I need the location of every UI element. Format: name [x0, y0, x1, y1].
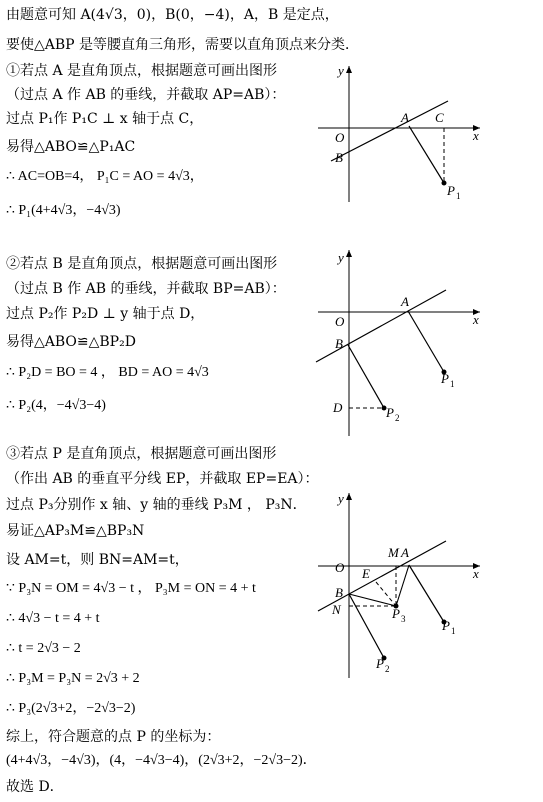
case2-line-6: ∴ P₂(4，−4√3−4) — [6, 398, 106, 413]
case3-line-5: 设 AM=t，则 BN=AM=t， — [6, 552, 189, 568]
case1-line-1: ①若点 A 是直角顶点，根据题意可画出图形 — [6, 63, 278, 79]
case1-line-3: 过点 P₁作 P₁C ⊥ x 轴于点 C， — [6, 111, 204, 127]
case2-line-4: 易得△ABO≌△BP₂D — [6, 334, 136, 350]
case2-x-label: x — [473, 312, 479, 327]
case3-line-4: 易证△AP₃M≌△BP₃N — [6, 523, 145, 539]
case2-a-label: A — [401, 294, 409, 309]
case3-line-1: ③若点 P 是直角顶点，根据题意可画出图形 — [6, 446, 277, 462]
case1-p-label: P — [447, 183, 455, 198]
case1-line-5: ∴ AC=OB=4， P₁C = AO = 4√3， — [6, 169, 204, 184]
intro-line-1: 由题意可知 A(4√3，0)，B(0，−4)，A，B 是定点， — [6, 7, 339, 23]
case3-p3-label: P — [392, 606, 400, 621]
case2-p1-subscript: 1 — [450, 379, 455, 389]
case1-p-subscript: 1 — [456, 191, 461, 201]
case1-x-label: x — [473, 128, 479, 143]
case3-o-label: O — [335, 560, 345, 575]
case1-c-label: C — [435, 110, 444, 125]
intro-line-2: 要使△ABP 是等腰直角三角形，需要以直角顶点来分类． — [6, 37, 360, 53]
case1-b-label: B — [335, 150, 343, 165]
case2-line-1: ②若点 B 是直角顶点，根据题意可画出图形 — [6, 256, 278, 272]
case1-o-label: O — [335, 130, 345, 145]
case3-e-label: E — [362, 566, 370, 581]
case3-line-10: ∴ P₃(2√3+2，−2√3−2) — [6, 701, 136, 716]
case3-p1-label: P — [442, 618, 450, 633]
summary-line-3: 故选 D． — [6, 779, 64, 795]
case2-p2-label: P — [386, 405, 394, 420]
case1-y-label: y — [338, 63, 344, 78]
case1-a-label: A — [401, 110, 409, 125]
case3-line-8: ∴ t = 2√3 − 2 — [6, 641, 81, 656]
case3-n-label: N — [332, 602, 341, 617]
case3-p1-subscript: 1 — [451, 626, 456, 636]
case2-line-5: ∴ P₂D = BO = 4 ， BD = AO = 4√3 — [6, 365, 209, 380]
case3-line-3: 过点 P₃分别作 x 轴、y 轴的垂线 P₃M ， P₃N． — [6, 497, 307, 513]
case3-p3-subscript: 3 — [401, 614, 406, 624]
case3-y-label: y — [338, 491, 344, 506]
case2-figure — [305, 248, 485, 438]
case3-line-6: ∵ P₃N = OM = 4√3 − t ， P₃M = ON = 4 + t — [6, 581, 256, 596]
summary-line-2: (4+4√3，−4√3)，(4，−4√3−4)，(2√3+2，−2√3−2)． — [6, 753, 317, 768]
case2-p2-subscript: 2 — [395, 413, 400, 423]
case2-y-label: y — [338, 250, 344, 265]
case3-b-label: B — [335, 585, 343, 600]
case2-d-label: D — [333, 400, 343, 415]
case2-line-2: （过点 B 作 AB 的垂线，并截取 BP=AB）： — [6, 281, 286, 297]
case2-p1-label: P — [441, 371, 449, 386]
case3-line-7: ∴ 4√3 − t = 4 + t — [6, 611, 100, 626]
case3-p2-label: P — [376, 656, 384, 671]
case3-a-label: A — [401, 545, 409, 560]
case3-p2-subscript: 2 — [385, 664, 390, 674]
case1-line-4: 易得△ABO≌△P₁AC — [6, 139, 136, 155]
case3-figure — [305, 490, 485, 680]
case3-x-label: x — [473, 566, 479, 581]
case3-line-9: ∴ P₃M = P₃N = 2√3 + 2 — [6, 671, 140, 686]
case3-line-2: （作出 AB 的垂直平分线 EP，并截取 EP=EA）： — [6, 471, 319, 487]
case2-o-label: O — [335, 314, 345, 329]
case2-line-3: 过点 P₂作 P₂D ⊥ y 轴于点 D， — [6, 306, 205, 322]
case2-b-label: B — [335, 336, 343, 351]
case1-figure — [305, 60, 485, 210]
case1-line-2: （过点 A 作 AB 的垂线，并截取 AP=AB）： — [6, 87, 286, 103]
summary-line-1: 综上，符合题意的点 P 的坐标为： — [6, 729, 221, 745]
case1-line-6: ∴ P₁(4+4√3，−4√3) — [6, 203, 121, 218]
case3-m-label: M — [388, 545, 399, 560]
